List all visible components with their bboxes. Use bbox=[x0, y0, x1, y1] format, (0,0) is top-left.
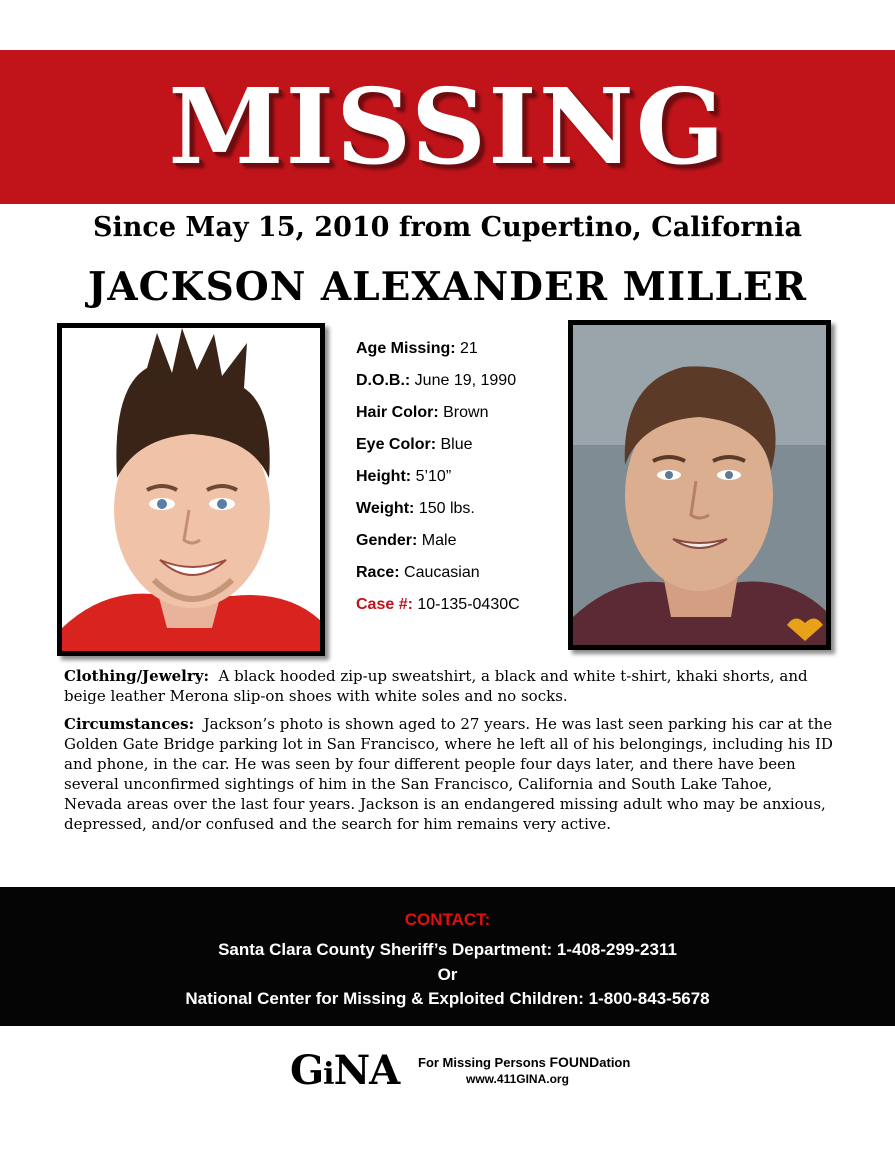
detail-dob bbox=[356, 368, 566, 400]
detail-value: 150 lbs. bbox=[418, 500, 475, 517]
clothing-text: A black hooded zip-up sweatshirt, a black and white t-shirt, khaki shorts, and beige leather Merona slip-on shoes with white soles and no socks. bbox=[64, 667, 808, 705]
contact-sheriff: Santa Clara County Sheriff’s Department: 1-408-299-2311 bbox=[218, 940, 677, 959]
contact-ncmec: National Center for Missing & Exploited Children: 1-800-843-5678 bbox=[185, 989, 710, 1008]
detail-label: Case #: bbox=[356, 596, 413, 613]
detail-gender bbox=[356, 528, 566, 560]
gina-logo-word bbox=[290, 1048, 399, 1098]
contact-or: Or bbox=[437, 965, 458, 984]
missing-title: MISSING bbox=[168, 65, 727, 188]
detail-value: Brown bbox=[443, 404, 489, 421]
detail-label: Gender: bbox=[356, 532, 418, 549]
logo-letter-i: i bbox=[323, 1057, 334, 1092]
logo-tagline bbox=[418, 1054, 630, 1071]
detail-label: Hair Color: bbox=[356, 404, 439, 421]
contact-box bbox=[0, 887, 895, 1026]
detail-value: Blue bbox=[440, 436, 473, 453]
clothing-label: Clothing/Jewelry: bbox=[64, 667, 209, 685]
photo-original bbox=[57, 323, 325, 656]
detail-value: Caucasian bbox=[404, 564, 480, 581]
circumstances-label: Circumstances: bbox=[64, 715, 195, 733]
detail-label: Eye Color: bbox=[356, 436, 437, 453]
detail-race bbox=[356, 560, 566, 592]
detail-label: Height: bbox=[356, 468, 412, 485]
logo-letters-na: NA bbox=[333, 1047, 400, 1094]
circumstances-description bbox=[64, 714, 834, 834]
detail-weight bbox=[356, 496, 566, 528]
detail-eye-color bbox=[356, 432, 566, 464]
person-name: JACKSON ALEXANDER MILLER bbox=[87, 264, 808, 310]
logo-letter-g: G bbox=[290, 1047, 324, 1094]
contact-title: CONTACT: bbox=[404, 910, 491, 929]
clothing-description bbox=[64, 666, 834, 706]
logo-url: www.411GINA.org bbox=[466, 1072, 569, 1086]
logo-tagline-prefix: For Missing Persons bbox=[418, 1055, 550, 1070]
detail-hair-color bbox=[356, 400, 566, 432]
detail-case-number bbox=[356, 592, 566, 624]
missing-since: Since May 15, 2010 from Cupertino, California bbox=[93, 212, 802, 243]
photo-age-progressed bbox=[568, 320, 831, 650]
detail-value: 10-135-0430C bbox=[417, 596, 520, 613]
gina-logo bbox=[290, 1048, 630, 1098]
circumstances-text: Jackson’s photo is shown aged to 27 years. He was last seen parking his car at the Golden Gate Bridge parking lot in San Francisco, where he left all of his belongings, including his ID and phone, in the car. He was seen by four different people four days later, and there have been several unconfirmed sightings of him in the San Francisco, California and South Lake Tahoe, Nevada areas over the last four years. Jackson is an endangered missing adult who may be anxious, depressed, and/or confused and the search for him remains very active. bbox=[64, 715, 833, 833]
detail-label: Age Missing: bbox=[356, 340, 456, 357]
logo-tagline-suffix: ation bbox=[599, 1055, 631, 1070]
detail-label: Weight: bbox=[356, 500, 415, 517]
detail-value: 5’10” bbox=[415, 468, 452, 485]
detail-height bbox=[356, 464, 566, 496]
logo-tagline-bold: FOUND bbox=[549, 1054, 600, 1070]
detail-label: Race: bbox=[356, 564, 400, 581]
detail-label: D.O.B.: bbox=[356, 372, 411, 389]
detail-value: June 19, 1990 bbox=[414, 372, 517, 389]
detail-age-missing bbox=[356, 336, 566, 368]
detail-value: 21 bbox=[460, 340, 478, 357]
details-list bbox=[356, 336, 566, 624]
detail-value: Male bbox=[421, 532, 457, 549]
